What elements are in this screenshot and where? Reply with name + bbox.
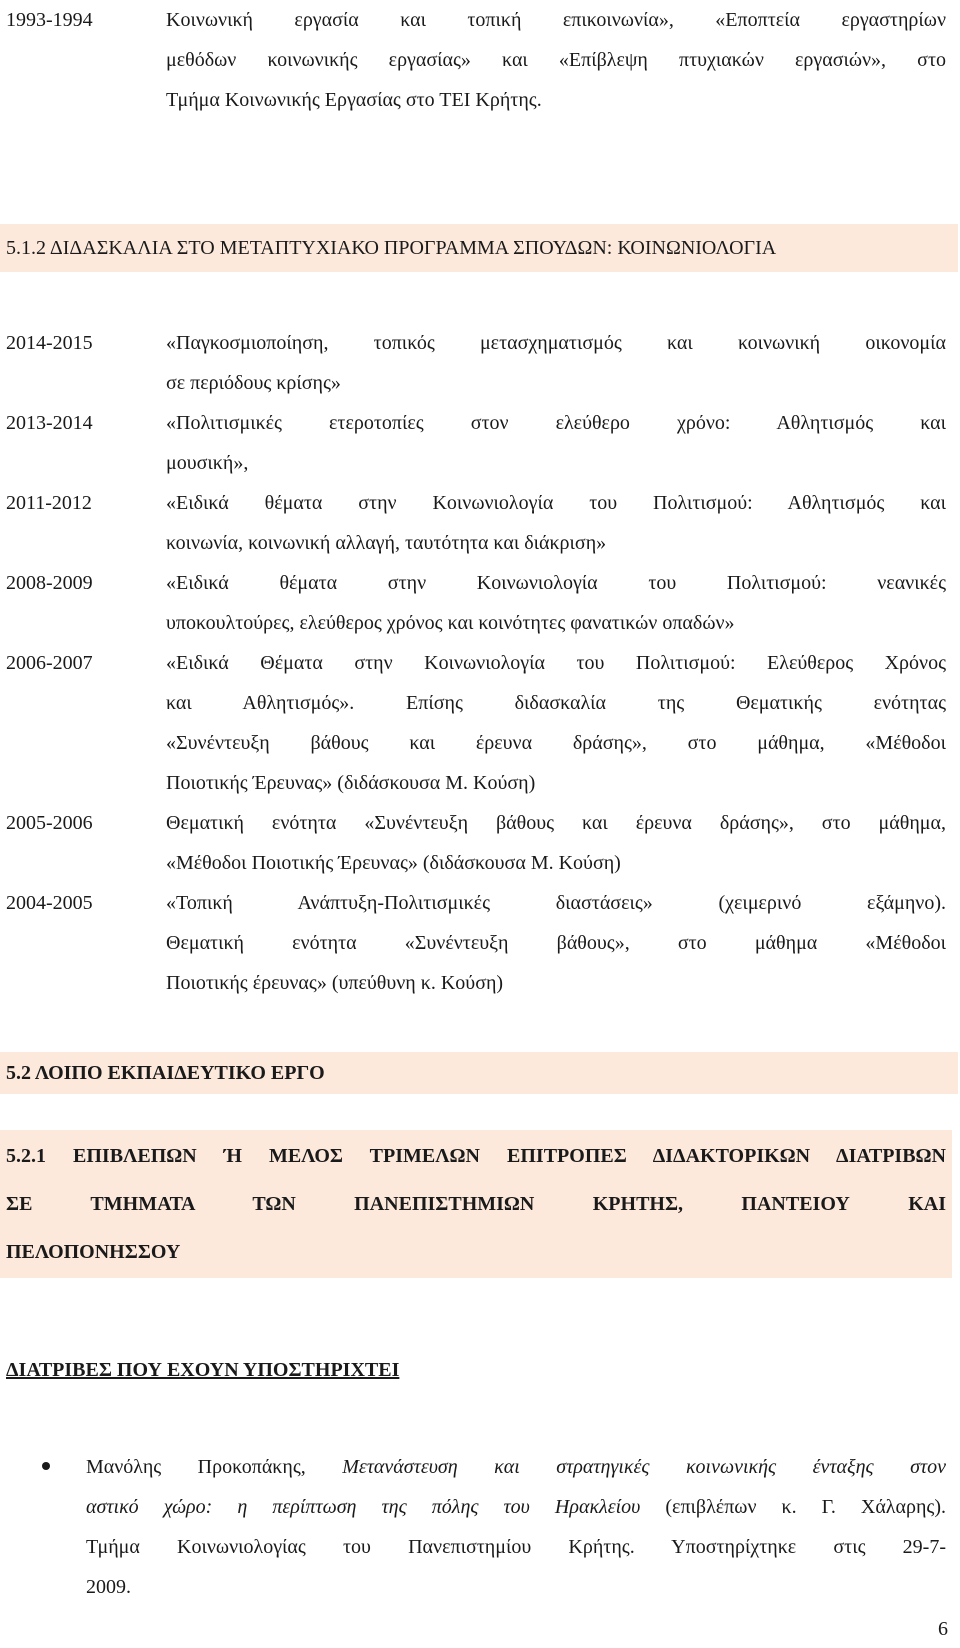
dissertation-text bbox=[86, 1447, 946, 1607]
entry-description bbox=[166, 0, 946, 120]
entry-line: Θεματική ενότητα «Συνέντευξη βάθους», στο μάθημα «Μέθοδοι bbox=[166, 932, 946, 954]
entry-line: Ποιοτικής έρευνας» (υπεύθυνη κ. Κούση) bbox=[166, 972, 504, 994]
dissertation-supervisor: (επιβλέπων κ. Γ. Χάλαρης). bbox=[665, 1496, 946, 1518]
entry-line: σε περιόδους κρίσης» bbox=[166, 372, 341, 394]
section2-heading: 5.2 ΛΟΙΠΟ ΕΚΠΑΙΔΕΥΤΙΚΟ ΕΡΓΟ bbox=[0, 1052, 958, 1094]
entry-line: Ποιοτικής Έρευνας» (διδάσκουσα Μ. Κούση) bbox=[166, 772, 536, 794]
entry-year: 1993-1994 bbox=[6, 9, 93, 31]
entry-year: 2005-2006 bbox=[6, 812, 93, 834]
entry-row bbox=[6, 483, 946, 563]
entry-line: «Πολιτισμικές ετεροτοπίες στον ελεύθερο χρόνο: Αθλητισμός και bbox=[166, 412, 946, 434]
section3-heading-line: ΠΕΛΟΠΟΝΗΣΣΟΥ bbox=[6, 1241, 181, 1263]
bullet-icon bbox=[42, 1462, 50, 1470]
page-number: 6 bbox=[938, 1618, 948, 1640]
entry-line: μουσική», bbox=[166, 452, 249, 474]
entry-line: Θεματική ενότητα «Συνέντευξη βάθους και έρευνα δράσης», στο μάθημα, bbox=[166, 812, 946, 834]
dissertation-title: Μετανάστευση και στρατηγικές κοινωνικής ένταξης στον bbox=[342, 1456, 946, 1478]
entry-description bbox=[166, 883, 946, 1003]
section3-heading-line: 5.2.1 ΕΠΙΒΛΕΠΩΝ Ή ΜΕΛΟΣ ΤΡΙΜΕΛΩΝ ΕΠΙΤΡΟΠΕΣ ΔΙΔΑΚΤΟΡΙΚΩΝ ΔΙΑΤΡΙΒΩΝ bbox=[6, 1145, 946, 1167]
entry-year: 2006-2007 bbox=[6, 652, 93, 674]
entry-year: 2013-2014 bbox=[6, 412, 93, 434]
section3-heading bbox=[0, 1130, 952, 1278]
dissertation-line: Τμήμα Κοινωνιολογίας του Πανεπιστημίου Κρήτης. Υποστηρίχτηκε στις 29-7- bbox=[86, 1536, 946, 1558]
section-heading: 5.1.2 ΔΙΔΑΣΚΑΛΙΑ ΣΤΟ ΜΕΤΑΠΤΥΧΙΑΚΟ ΠΡΟΓΡΑΜΜΑ ΣΠΟΥΔΩΝ: ΚΟΙΝΩΝΙΟΛΟΓΙΑ bbox=[0, 224, 958, 272]
entry-row bbox=[6, 883, 946, 1003]
entry-year: 2011-2012 bbox=[6, 492, 92, 514]
entry-row bbox=[6, 563, 946, 643]
entry-year: 2014-2015 bbox=[6, 332, 93, 354]
dissertation-line bbox=[86, 1487, 946, 1527]
entry-description bbox=[166, 323, 946, 403]
section3-heading-line: ΣΕ ΤΜΗΜΑΤΑ ΤΩΝ ΠΑΝΕΠΙΣΤΗΜΙΩΝ ΚΡΗΤΗΣ, ΠΑΝΤΕΙΟΥ ΚΑΙ bbox=[6, 1193, 946, 1215]
dissertation-line bbox=[86, 1447, 946, 1487]
entry-description bbox=[166, 803, 946, 883]
entry-line: «Τοπική Ανάπτυξη-Πολιτισμικές διαστάσεις» (χειμερινό εξάμηνο). bbox=[166, 892, 946, 914]
dissertation-author: Μανόλης Προκοπάκης, bbox=[86, 1456, 306, 1478]
entry-row bbox=[6, 803, 946, 883]
dissertations-subheading-text: ΔΙΑΤΡΙΒΕΣ ΠΟΥ ΕΧΟΥΝ ΥΠΟΣΤΗΡΙΧΤΕΙ bbox=[6, 1359, 400, 1381]
entry-line: «Ειδικά θέματα στην Κοινωνιολογία του Πολιτισμού: Αθλητισμός και bbox=[166, 492, 946, 514]
entry-row bbox=[6, 643, 946, 803]
entry-line: «Συνέντευξη βάθους και έρευνα δράσης», στο μάθημα, «Μέθοδοι bbox=[166, 732, 946, 754]
entry-line: Κοινωνική εργασία και τοπική επικοινωνία», «Εποπτεία εργαστηρίων bbox=[166, 9, 946, 31]
entry-line: «Ειδικά Θέματα στην Κοινωνιολογία του Πολιτισμού: Ελεύθερος Χρόνος bbox=[166, 652, 946, 674]
teaching-entries bbox=[6, 323, 946, 1003]
entry-line: και Αθλητισμός». Επίσης διδασκαλία της Θεματικής ενότητας bbox=[166, 692, 946, 714]
entry-description bbox=[166, 563, 946, 643]
entry-year: 2008-2009 bbox=[6, 572, 93, 594]
entry-row bbox=[6, 323, 946, 403]
entry-line: υποκουλτούρες, ελεύθερος χρόνος και κοινότητες φανατικών οπαδών» bbox=[166, 612, 735, 634]
entry-description bbox=[166, 483, 946, 563]
dissertation-title: αστικό χώρο: η περίπτωση της πόλης του Ηρακλείου bbox=[86, 1496, 641, 1518]
top-entry bbox=[6, 0, 946, 120]
entry-line: Τμήμα Κοινωνικής Εργασίας στο ΤΕΙ Κρήτης. bbox=[166, 89, 542, 111]
entry-line: μεθόδων κοινωνικής εργασίας» και «Επίβλεψη πτυχιακών εργασιών», στο bbox=[166, 49, 946, 71]
entry-row bbox=[6, 403, 946, 483]
entry-description bbox=[166, 403, 946, 483]
entry-line: «Παγκοσμιοποίηση, τοπικός μετασχηματισμός και κοινωνική οικονομία bbox=[166, 332, 946, 354]
entry-line: κοινωνία, κοινωνική αλλαγή, ταυτότητα και διάκριση» bbox=[166, 532, 607, 554]
dissertation-line: 2009. bbox=[86, 1576, 131, 1598]
entry-description bbox=[166, 643, 946, 803]
dissertations-subheading bbox=[6, 1350, 399, 1390]
entry-line: «Ειδικά θέματα στην Κοινωνιολογία του Πολιτισμού: νεανικές bbox=[166, 572, 946, 594]
entry-line: «Μέθοδοι Ποιοτικής Έρευνας» (διδάσκουσα Μ. Κούση) bbox=[166, 852, 621, 874]
entry-year: 2004-2005 bbox=[6, 892, 93, 914]
dissertation-list-item bbox=[42, 1447, 946, 1607]
